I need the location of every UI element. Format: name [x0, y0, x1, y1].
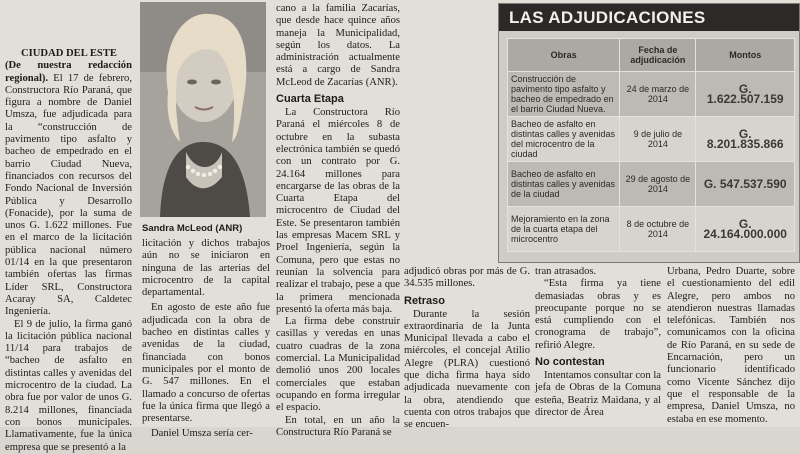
paragraph: tran atrasados.	[535, 266, 597, 277]
paragraph: En total, en un año la Constructura Río Paraná se	[276, 414, 400, 438]
header-fecha: Fecha de adjudicación	[620, 39, 696, 72]
table-header-row	[508, 39, 795, 72]
photo-caption: Sandra McLeod (ANR)	[142, 223, 243, 234]
paragraph: licitación y dichos trabajos aún no se iniciaron en ninguna de las arterias del microcentro de la capital departamental.	[142, 238, 270, 299]
adjudications-box	[498, 3, 800, 263]
cell-fecha: 9 de julio de 2014	[620, 117, 696, 162]
paragraph: “Esta firma ya tiene demasiadas obras y es preocupante porque no se está cumpliendo con el cronograma de trabajo”, refirió Alegre.	[535, 278, 661, 351]
paragraph: En agosto de este año fue adjudicada con la obra de bacheo en distintas calles y avenidas de la ciudad, financiada con bonos municipales por el monto de G. 547 millones. En el llamado a concurso de ofertas fue la única firma que llegó a presentarse.	[142, 302, 270, 425]
header-montos: Montos	[696, 39, 795, 72]
cell-fecha: 24 de marzo de 2014	[620, 72, 696, 117]
paragraph: cano a la familia Zacarías, que desde hace quince años maneja la Municipalidad, según los datos. La administración actualmente está a cargo de Sandra McLeod de Zacarías (ANR).	[276, 3, 400, 88]
cell-fecha: 8 de octubre de 2014	[620, 207, 696, 252]
subheading-cuarta-etapa: Cuarta Etapa	[276, 93, 344, 106]
paragraph: Daniel Umsza sería cer-	[151, 428, 253, 440]
adjudications-table	[507, 38, 795, 252]
column-3	[276, 3, 400, 438]
paragraph: adjudicó obras por más de G. 34.535 millones.	[404, 266, 530, 290]
paragraph: La firma debe construir casillas y veredas en unas cuatro cuadras de la zona comercial. La Municipalidad demolió unos 200 locales comerciales que estaban ocupando en forma irregular el espacio.	[276, 316, 400, 414]
cell-monto: G. 547.537.590	[696, 162, 795, 207]
person-photo-icon	[140, 2, 266, 217]
subheading-no-contestan: No contestan	[535, 356, 605, 369]
byline-place: CIUDAD DEL ESTE	[21, 48, 117, 59]
paragraph: Urbana, Pedro Duarte, sobre el cuestionamiento del edil Alegre, pero ambos no atendieron nuestras llamadas telefónicas. También nos comunicamos con la oficina de Río Paraná, en su sede de Encarnación, pero un funcionario identificado como Vicente Sánchez dijo que el responsable de la empresa, Daniel Umsza, no estaba en ese momento.	[667, 266, 795, 425]
table-row	[508, 72, 795, 117]
column-4	[404, 266, 530, 431]
lead-text: El 17 de febrero, Constructora Río Paraná, que figura a nombre de Daniel Umsza, fue adjudicada para la “construcción de pavimento tipo asfalto y bacheo de empedrado en el barrio Ciudad Nueva, financiados con recursos del Fondo Nacional de Inversión Pública y Desarrollo (Fonacide), por la suma de unos G. 1.622 millones. Fue en el marco de la licitación pública nacional número 01/14 en la que presentaron también ofertas las firmas Líder SRL, Constructora Acaray SA, Caldetec Ingeniería.	[5, 72, 132, 318]
byline-agency: (De nuestra redacción regional).	[5, 60, 132, 84]
column-1	[5, 48, 132, 453]
subheading-retraso: Retraso	[404, 294, 445, 307]
header-obras: Obras	[508, 39, 620, 72]
paragraph: Intentamos consultar con la jefa de Obras de la Comuna esteña, Beatriz Maidana, y al director de Área	[535, 370, 661, 418]
cell-monto: G. 24.164.000.000	[696, 207, 795, 252]
table-row	[508, 207, 795, 252]
cell-obra: Bacheo de asfalto en distintas calles y avenidas de la ciudad	[508, 162, 620, 207]
column-2	[142, 238, 270, 440]
cell-obra: Bacheo de asfalto en distintas calles y avenidas del microcentro de la ciudad	[508, 117, 620, 162]
column-6	[667, 266, 795, 425]
cell-obra: Mejoramiento en la zona de la cuarta etapa del microcentro	[508, 207, 620, 252]
box-title: LAS ADJUDICACIONES	[499, 4, 799, 31]
paragraph: La Constructora Río Paraná el miércoles 8 de octubre en la subasta electrónica también se quedó con un contrato por G. 24.164 millones para encargarse de las obras de la Cuarta Etapa del microcentro de Ciudad del Este. Se presentaron también las empresas Macem SRL y Proel Ingeniería, según la Comuna, pero que estas no reunían la solvencia para realizar el trabajo, pese a que la primera mencionada presentó la oferta más baja.	[276, 107, 400, 315]
cell-fecha: 29 de agosto de 2014	[620, 162, 696, 207]
column-5	[535, 266, 661, 425]
lead-paragraph	[5, 48, 132, 319]
table-row	[508, 162, 795, 207]
paragraph: El 9 de julio, la firma ganó la licitación pública nacional 11/14 para trabajos de “bacheo de asfalto en distintas calles y avenidas del microcentro de la ciudad. La obra fue por valor de unos G. 8.214 millones, financiada con bonos municipales. Llamativamente, fue la única empresa que se presentó a la	[5, 318, 132, 453]
cell-monto: G. 1.622.507.159	[696, 72, 795, 117]
portrait-photo	[140, 2, 266, 217]
table-row	[508, 117, 795, 162]
cell-obra: Construcción de pavimento tipo asfalto y bacheo de empedrado en el barrio Ciudad Nueva.	[508, 72, 620, 117]
paragraph: Durante la sesión extraordinaria de la Junta Municipal llevada a cabo el miércoles, el concejal Atilio Alegre (PLRA) cuestionó que dicha firma haya sido adjudicada nuevamente con la obra, atendiendo que cuenta con otros trabajos que se encuen-	[404, 308, 530, 431]
cell-monto: G. 8.201.835.866	[696, 117, 795, 162]
